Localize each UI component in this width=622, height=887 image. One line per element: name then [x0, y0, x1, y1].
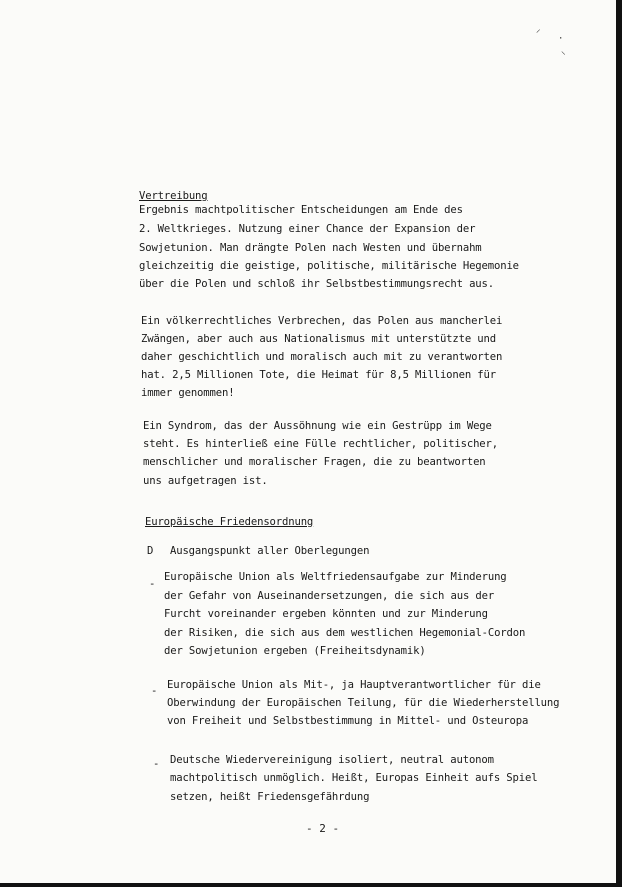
paragraph-line: 2. Weltkrieges. Nutzung einer Chance der Expansion der [139, 223, 476, 235]
list-item-line: Deutsche Wiedervereinigung isoliert, neutral autonom [170, 754, 494, 766]
paragraph-line: über die Polen und schloß ihr Selbstbestimmungsrecht aus. [139, 278, 494, 290]
paragraph-line: Sowjetunion. Man drängte Polen nach Westen und übernahm [139, 242, 482, 254]
section-heading-friedensordnung: Europäische Friedensordnung [145, 516, 314, 528]
paragraph-line: uns aufgetragen ist. [143, 475, 268, 487]
list-item-line: der Gefahr von Auseinandersetzungen, die sich aus der [164, 590, 495, 602]
list-item-line: der Risiken, die sich aus dem westlichen Hegemonial-Cordon [164, 627, 526, 639]
scan-mark: ⸜ [561, 47, 566, 57]
list-marker: D [147, 545, 154, 557]
list-item-line: setzen, heißt Friedensgefährdung [170, 791, 370, 803]
page-number: - 2 - [306, 822, 340, 835]
list-item-line: Oberwindung der Europäischen Teilung, für die Wiederherstellung [167, 697, 560, 709]
scan-mark: · [558, 34, 564, 44]
paragraph-line: Ergebnis machtpolitischer Entscheidungen am Ende des [139, 204, 463, 216]
list-item-line: Europäische Union als Mit-, ja Hauptverantwortlicher für die [167, 679, 541, 691]
list-item-text: Ausgangspunkt aller Oberlegungen [170, 545, 370, 557]
paragraph-line: immer genommen! [141, 387, 235, 399]
list-item-line: Furcht voreinander ergeben könnten und zur Minderung [164, 608, 488, 620]
list-marker: - [153, 758, 160, 770]
paragraph-line: hat. 2,5 Millionen Tote, die Heimat für 8,5 Millionen für [141, 369, 496, 381]
list-marker: - [151, 685, 158, 697]
section-heading-vertreibung: Vertreibung [139, 190, 208, 202]
list-item-line: Europäische Union als Weltfriedensaufgabe zur Minderung [164, 571, 507, 583]
paragraph-line: Ein völkerrechtliches Verbrechen, das Polen aus mancherlei [141, 315, 503, 327]
paragraph-line: menschlicher und moralischer Fragen, die zu beantworten [143, 456, 486, 468]
paragraph-line: Zwängen, aber auch aus Nationalismus mit unterstützte und [141, 333, 496, 345]
paragraph-line: gleichzeitig die geistige, politische, militärische Hegemonie [139, 260, 519, 272]
list-marker: - [149, 578, 156, 590]
list-item-line: der Sowjetunion ergeben (Freiheitsdynamik) [164, 645, 426, 657]
scan-mark: ⸝ [536, 25, 541, 35]
paragraph-line: daher geschichtlich und moralisch auch mit zu verantworten [141, 351, 503, 363]
list-item-line: machtpolitisch unmöglich. Heißt, Europas Einheit aufs Spiel [170, 772, 538, 784]
paragraph-line: Ein Syndrom, das der Aussöhnung wie ein Gestrüpp im Wege [143, 420, 492, 432]
paragraph-line: steht. Es hinterließ eine Fülle rechtlicher, politischer, [143, 438, 498, 450]
list-item-line: von Freiheit und Selbstbestimmung in Mittel- und Osteuropa [167, 715, 529, 727]
